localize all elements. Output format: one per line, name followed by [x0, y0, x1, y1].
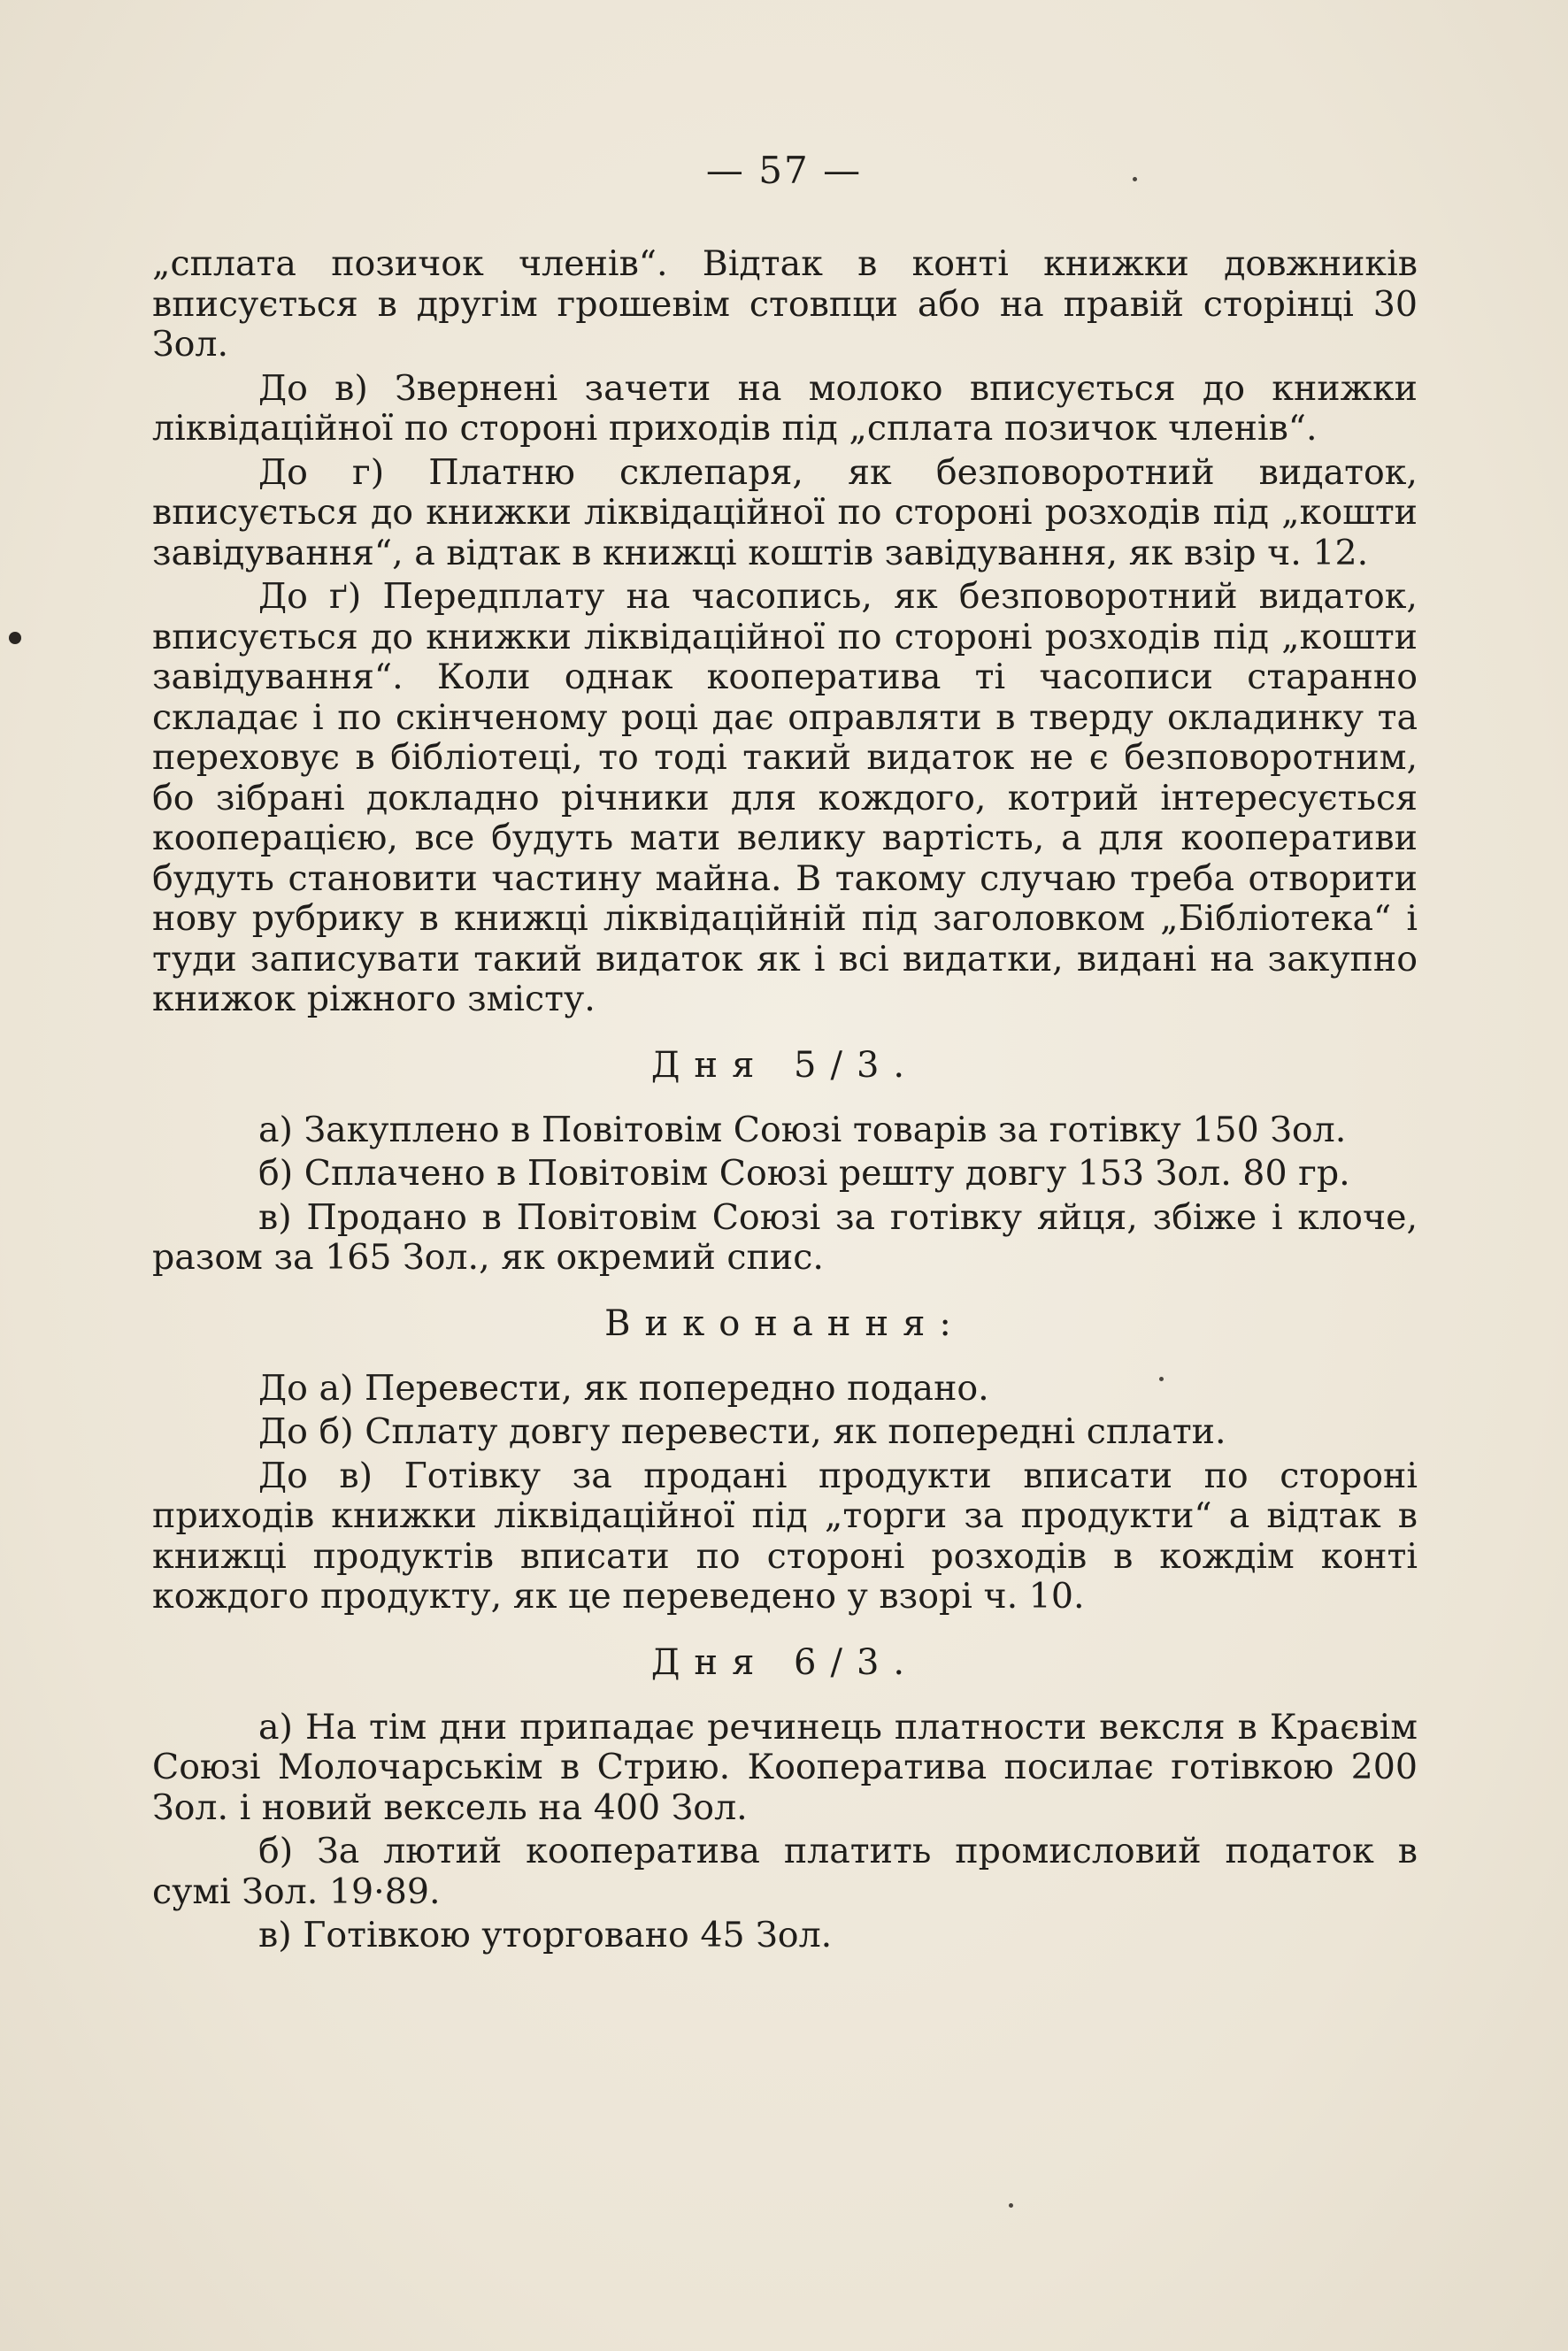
page-body: [152, 244, 1418, 1960]
paragraph: До г) Платню склепаря, як безповоротний видаток, вписується до книжки ліквідаційної по стороні розходів під „кошти завідування“, а відтак в книжці коштів завідування, як взір ч. 12.: [152, 451, 1418, 573]
section-heading: Дня 5/3.: [650, 1044, 919, 1086]
section-heading: Виконання:: [604, 1302, 965, 1344]
paragraph: „сплата позичок членів“. Відтак в конті книжки довжників вписується в другім грошевім стовпци або на правій сторінці 30 Зол.: [152, 243, 1418, 365]
list-item: в) Продано в Повітовім Союзі за готівку яйця, збіже і клоче, разом за 165 Зол., як окремий спис.: [152, 1196, 1418, 1278]
list-item: б) За лютий кооператива платить промисловий податок в сумі Зол. 19·89.: [152, 1831, 1418, 1912]
list-item: б) Сплачено в Повітовім Союзі решту довгу 153 Зол. 80 гр.: [258, 1153, 1350, 1194]
margin-ink-dot: [9, 632, 21, 644]
list-item: в) Готівкою уторговано 45 Зол.: [258, 1915, 833, 1955]
list-item: До б) Сплату довгу перевести, як попередні сплати.: [258, 1411, 1226, 1452]
paragraph: До ґ) Передплату на часопись, як безповоротний видаток, вписується до книжки ліквідаційної по стороні розходів під „кошти завідування“. Коли однак кооператива ті часописи старанно складає і по скінченому році дає оправляти в тверду окладинку та переховує в бібліотеці, то тоді такий видаток не є безповоротним, бо зібрані докладно річники для кождого, котрий інтересується кооперацією, все будуть мати велику вартість, а для кооперативи будуть становити частину майна. В такому случаю треба отворити нову рубрику в книжці ліквідаційній під заголовком „Бібліотека“ і туди записувати такий видаток як і всі видатки, видані на закупно книжок ріжного змісту.: [152, 576, 1418, 1019]
paper-speck: [1009, 2203, 1013, 2208]
list-item: До а) Перевести, як попередно подано.: [258, 1367, 989, 1409]
list-item: До в) Готівку за продані продукти вписати по стороні приходів книжки ліквідаційної під „торги за продукти“ а відтак в книжці продуктів вписати по стороні розходів в кождім конті кождого продукту, як це переведено у взорі ч. 10.: [152, 1455, 1418, 1617]
paragraph: До в) Звернені зачети на молоко вписується до книжки ліквідаційної по стороні приходів під „сплата позичок членів“.: [152, 367, 1418, 449]
list-item: а) На тім дни припадає речинець платности вексля в Краєвім Союзі Молочарськім в Стрию. Кооператива посилає готівкою 200 Зол. і новий вексель на 400 Зол.: [152, 1706, 1418, 1828]
page-number: — 57 —: [705, 149, 863, 192]
list-item: а) Закуплено в Повітовім Союзі товарів за готівку 150 Зол.: [258, 1109, 1347, 1150]
section-heading: Дня 6/3.: [650, 1641, 919, 1683]
